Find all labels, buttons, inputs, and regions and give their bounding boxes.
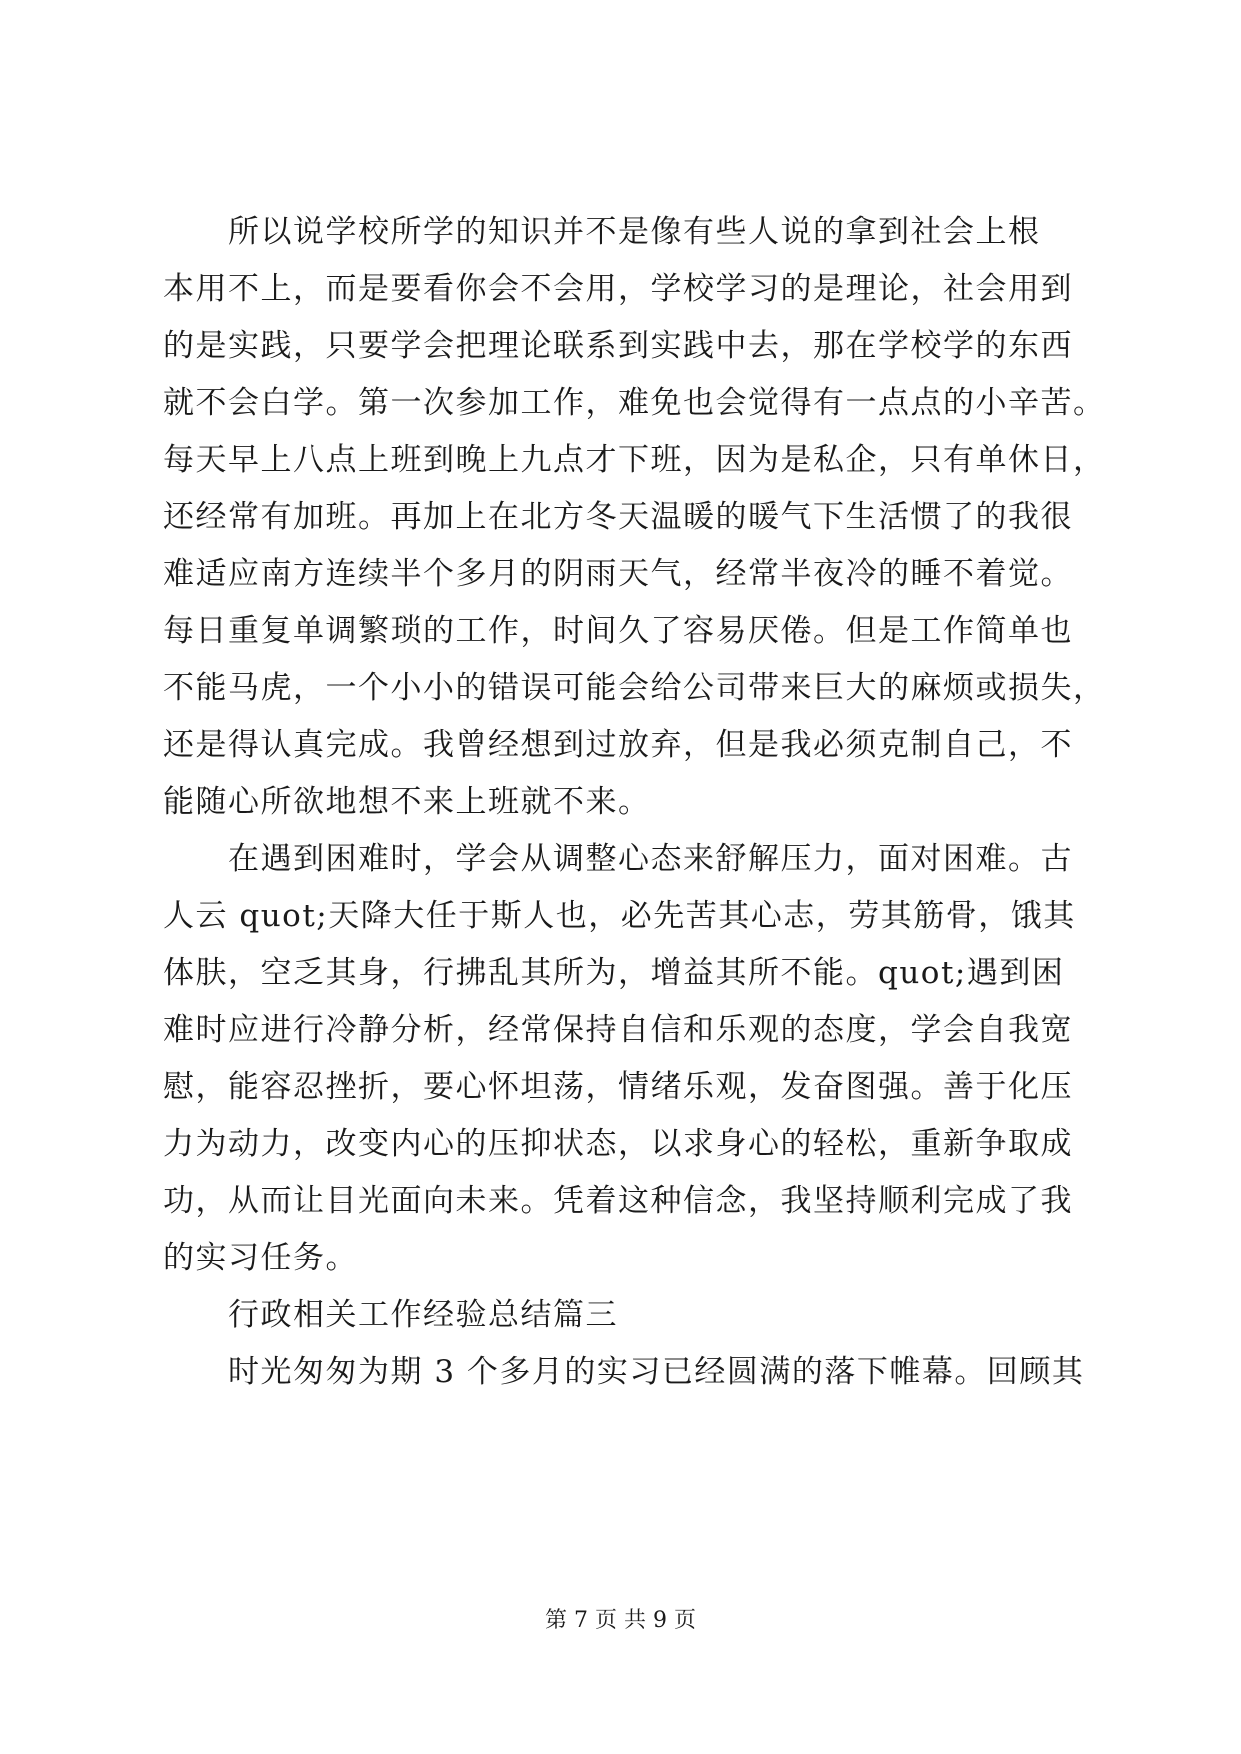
body-line: 体肤，空乏其身，行拂乱其所为，增益其所不能。quot;遇到困 [163,955,1065,991]
body-line: 人云 quot;天降大任于斯人也，必先苦其心志，劳其筋骨，饿其 [163,898,1076,934]
section-heading: 行政相关工作经验总结篇三 [163,1297,618,1333]
body-line: 就不会白学。第一次参加工作，难免也会觉得有一点点的小辛苦。 [163,385,1106,421]
body-line: 慰，能容忍挫折，要心怀坦荡，情绪乐观，发奋图强。善于化压 [163,1069,1073,1105]
body-line: 本用不上，而是要看你会不会用，学校学习的是理论，社会用到 [163,271,1073,307]
body-line: 时光匆匆为期 3 个多月的实习已经圆满的落下帷幕。回顾其 [163,1354,1085,1390]
page-footer: 第 7 页 共 9 页 [545,1608,696,1633]
body-line: 的实习任务。 [163,1240,358,1276]
body-line: 还经常有加班。再加上在北方冬天温暖的暖气下生活惯了的我很 [163,499,1073,535]
body-line: 难适应南方连续半个多月的阴雨天气，经常半夜冷的睡不着觉。 [163,556,1073,592]
body-line: 每日重复单调繁琐的工作，时间久了容易厌倦。但是工作简单也 [163,613,1073,649]
body-line: 所以说学校所学的知识并不是像有些人说的拿到社会上根 [163,214,1041,250]
body-line: 在遇到困难时，学会从调整心态来舒解压力，面对困难。古 [163,841,1073,877]
body-line: 力为动力，改变内心的压抑状态，以求身心的轻松，重新争取成 [163,1126,1073,1162]
body-line: 的是实践，只要学会把理论联系到实践中去，那在学校学的东西 [163,328,1073,364]
body-line: 功，从而让目光面向未来。凭着这种信念，我坚持顺利完成了我 [163,1183,1073,1219]
body-line: 能随心所欲地想不来上班就不来。 [163,784,651,820]
body-line: 还是得认真完成。我曾经想到过放弃，但是我必须克制自己，不 [163,727,1073,763]
body-line: 每天早上八点上班到晚上九点才下班，因为是私企，只有单休日， [163,442,1106,478]
body-line: 不能马虎，一个小小的错误可能会给公司带来巨大的麻烦或损失， [163,670,1106,706]
body-line: 难时应进行冷静分析，经常保持自信和乐观的态度，学会自我宽 [163,1012,1073,1048]
